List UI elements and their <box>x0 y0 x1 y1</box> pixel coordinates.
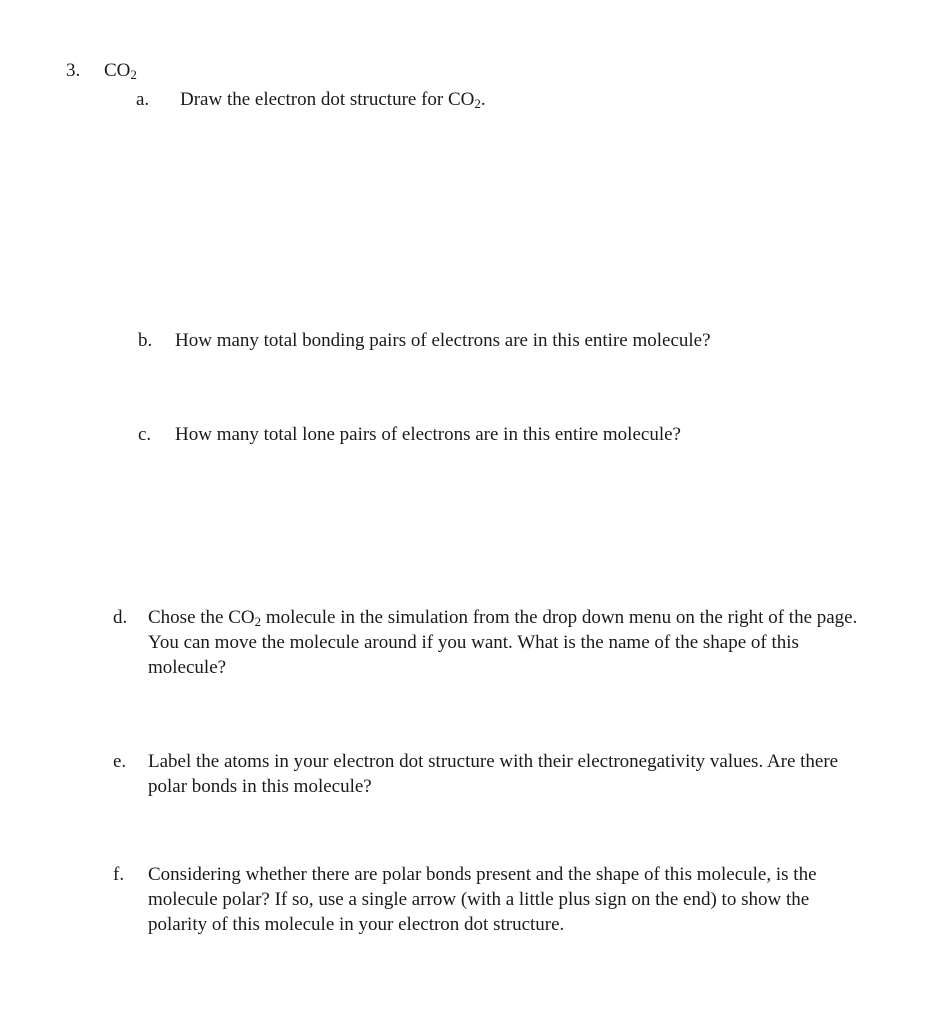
item-letter: f. <box>113 864 125 885</box>
item-text: Considering whether there are polar bonds present and the shape of this molecule, is the molecule polar? If so, use a single arrow (with a little plus sign on the end) to show the polarity of this molecule in your electron dot structure. <box>148 864 817 935</box>
question-formula: $CO_2$ <box>104 60 137 82</box>
item-letter: b. <box>138 330 153 351</box>
item-letter: a. <box>136 89 150 110</box>
item-text: How many total bonding pairs of electrons are in this entire molecule? <box>175 330 711 351</box>
question-number: 3. <box>66 60 81 81</box>
item-letter: d. <box>113 607 128 628</box>
question-item-a <box>136 87 836 113</box>
question-header <box>66 58 137 84</box>
item-text: Chose the $CO_2$ molecule in the simulation from the drop down menu on the right of the page. You can move the molecule around if you want. What is the name of the shape of this molecule? <box>148 607 858 678</box>
question-item-c <box>138 422 858 448</box>
item-text: How many total lone pairs of electrons are in this entire molecule? <box>175 424 681 445</box>
item-letter: e. <box>113 751 127 772</box>
question-item-d <box>113 605 873 685</box>
question-item-b <box>138 328 858 354</box>
question-item-e <box>113 749 873 805</box>
item-text: Label the atoms in your electron dot structure with their electronegativity values. Are there polar bonds in this molecule? <box>148 751 839 797</box>
item-letter: c. <box>138 424 152 445</box>
question-item-f <box>113 862 873 942</box>
item-text: Draw the electron dot structure for $CO_2$. <box>180 89 486 111</box>
